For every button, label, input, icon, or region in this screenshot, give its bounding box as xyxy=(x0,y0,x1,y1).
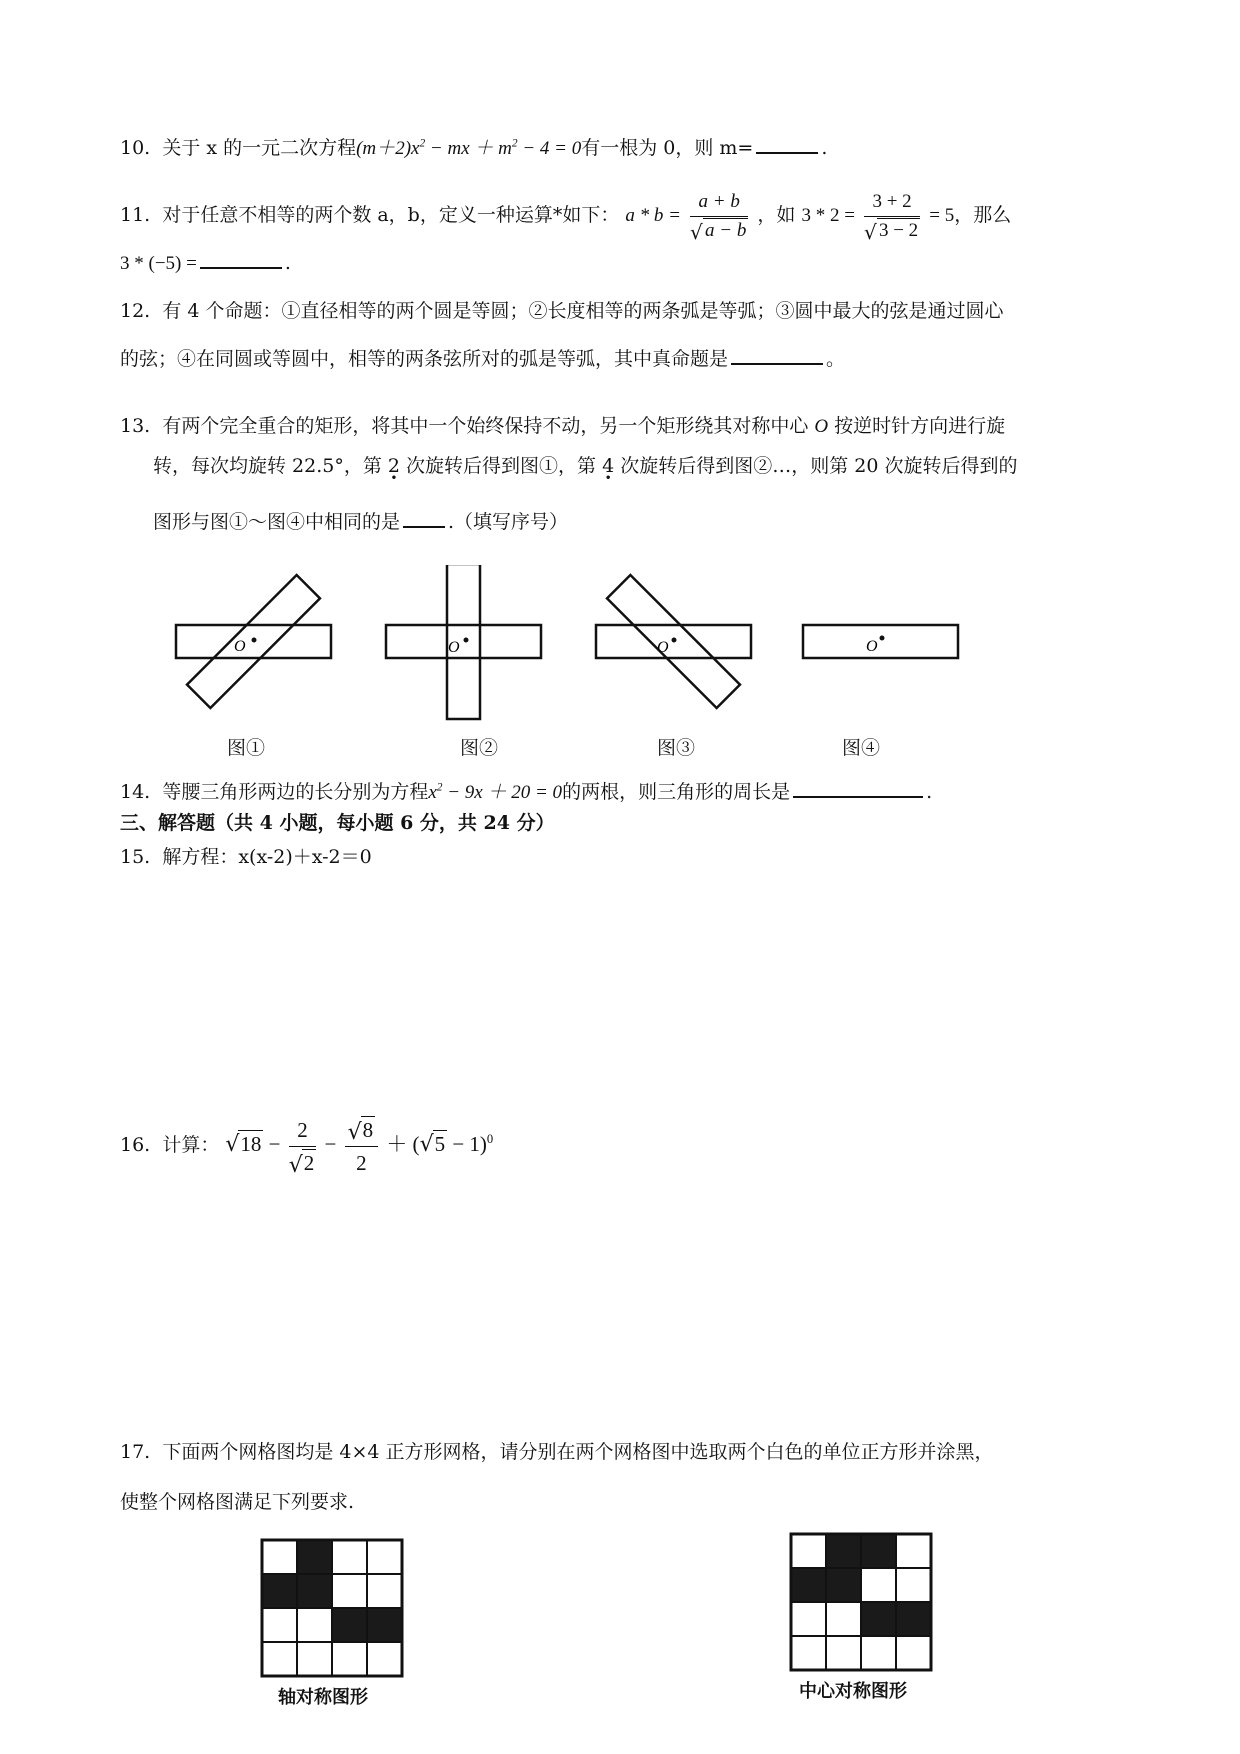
question-text: 计算： xyxy=(162,1134,220,1156)
question-12-line2 xyxy=(120,344,845,371)
grid-cell-white[interactable] xyxy=(826,1602,861,1636)
answer-blank[interactable] xyxy=(756,152,818,154)
question-text: 解方程：x(x-2)＋x-2＝0 xyxy=(162,846,372,868)
section-heading: 三、解答题（共 4 小题，每小题 6 分，共 24 分） xyxy=(120,812,555,834)
question-13-line3 xyxy=(153,507,568,534)
question-12-line1 xyxy=(120,296,1003,323)
emphasis-text: 第 4 次 · xyxy=(577,451,639,478)
rotation-figures xyxy=(160,565,980,760)
figure-4-caption: 图④ xyxy=(842,737,881,759)
question-text: 有一根为 0，则 m= xyxy=(581,137,754,159)
grid-cell-white[interactable] xyxy=(861,1636,896,1670)
question-text: .（填写序号） xyxy=(448,511,569,533)
grid-cell-white[interactable] xyxy=(367,1574,402,1608)
definition-fraction xyxy=(690,190,748,243)
emphasis-text: 第 2 次 · xyxy=(363,451,425,478)
center-point-label: O xyxy=(814,416,829,437)
definition-lhs: a * b = xyxy=(625,205,681,226)
grid-cell-white[interactable] xyxy=(262,1642,297,1676)
grid-cell-black xyxy=(861,1602,896,1636)
grid-cell-white[interactable] xyxy=(896,1636,931,1670)
punctuation: 。 xyxy=(826,348,846,370)
question-text: ，那么 xyxy=(954,204,1012,226)
sqrt-sign: √ a − b xyxy=(690,219,747,244)
question-text: 有两个完全重合的矩形，将其中一个始终保持不动，另一个矩形绕其对称中心 xyxy=(162,415,809,437)
question-text: 下面两个网格图均是 4×4 正方形网格，请分别在两个网格图中选取两个白色的单位正方形并涂黑， xyxy=(162,1441,994,1463)
question-text: 图形与图①～图④中相同的是 xyxy=(153,511,401,533)
grid-axis-symmetric xyxy=(260,1538,404,1683)
figure-4 xyxy=(803,625,958,658)
grid-cell-black xyxy=(861,1534,896,1568)
question-text: 的弦；④在同圆或等圆中，相等的两条弦所对的弧是等弧，其中真命题是 xyxy=(120,348,729,370)
question-text: 按逆时针方向进行旋 xyxy=(834,415,1006,437)
center-label: O xyxy=(234,638,246,655)
question-text: 使整个网格图满足下列要求. xyxy=(120,1491,355,1513)
question-text: 有 4 个命题：①直径相等的两个圆是等圆；②长度相等的两条弧是等弧；③圆中最大的弦是通过圆心 xyxy=(162,300,1004,322)
grid-cell-white[interactable] xyxy=(896,1534,931,1568)
question-13-line2 xyxy=(153,451,1017,478)
sqrt-sign: √ 3 − 2 xyxy=(863,219,919,244)
grid-cell-black xyxy=(262,1574,297,1608)
example-fraction xyxy=(864,190,920,243)
grid-4x4 xyxy=(789,1532,933,1672)
grid-cell-white[interactable] xyxy=(367,1540,402,1574)
grid-cell-white[interactable] xyxy=(826,1636,861,1670)
question-text: 对于任意不相等的两个数 a，b，定义一种运算*如下： xyxy=(162,204,620,226)
punctuation: . xyxy=(284,252,291,274)
grid-cell-black xyxy=(826,1568,861,1602)
figure-3-caption: 图③ xyxy=(657,737,696,759)
question-text: 关于 x 的一元二次方程 xyxy=(162,137,357,159)
question-text: 转，每次均旋转 22.5°， xyxy=(153,455,363,477)
grid-cell-white[interactable] xyxy=(332,1540,367,1574)
grid-cell-white[interactable] xyxy=(896,1568,931,1602)
grid-cell-white[interactable] xyxy=(332,1642,367,1676)
grid-cell-black xyxy=(367,1608,402,1642)
question-10 xyxy=(120,133,827,160)
answer-blank[interactable] xyxy=(793,796,923,798)
grid-cell-white[interactable] xyxy=(791,1636,826,1670)
grid-cell-white[interactable] xyxy=(262,1608,297,1642)
punctuation: . xyxy=(926,781,933,803)
grid-cell-black xyxy=(896,1602,931,1636)
question-11-line2 xyxy=(120,252,291,275)
grid-cell-white[interactable] xyxy=(297,1642,332,1676)
example-lhs: 3 * 2 = xyxy=(801,205,855,226)
grid-cell-black xyxy=(297,1574,332,1608)
answer-blank[interactable] xyxy=(731,363,823,365)
fraction-numerator: a + b xyxy=(690,190,748,217)
question-text: 的两根，则三角形的周长是 xyxy=(562,781,791,803)
fraction-denominator: a − b xyxy=(705,219,747,241)
question-number: 11. xyxy=(120,204,151,226)
question-number: 10. xyxy=(120,137,151,159)
question-text: 旋转后得到图①， xyxy=(425,455,578,477)
grid-cell-white[interactable] xyxy=(297,1608,332,1642)
question-text: 等腰三角形两边的长分别为方程 xyxy=(162,781,429,803)
grid-cell-black xyxy=(791,1568,826,1602)
ask-expression: 3 * (−5) = xyxy=(120,253,197,274)
grid-cell-black xyxy=(826,1534,861,1568)
grid-cell-white[interactable] xyxy=(332,1574,367,1608)
grid-center-symmetric xyxy=(789,1532,933,1677)
grid-cell-black xyxy=(297,1540,332,1574)
grid-caption: 轴对称图形 xyxy=(278,1687,368,1708)
center-label: O xyxy=(448,639,460,656)
figure-3 xyxy=(596,575,751,708)
question-13-line1 xyxy=(120,411,1005,438)
question-16 xyxy=(120,1112,493,1176)
grid-4x4 xyxy=(260,1538,404,1678)
answer-blank[interactable] xyxy=(200,267,282,269)
fraction-denominator: 3 − 2 xyxy=(878,219,919,241)
question-15 xyxy=(120,842,372,869)
question-11 xyxy=(120,185,1011,245)
figure-1-caption: 图① xyxy=(227,737,266,759)
question-17-line1 xyxy=(120,1437,994,1464)
punctuation: . xyxy=(821,137,828,159)
question-number: 13. xyxy=(120,415,151,437)
grid-caption: 中心对称图形 xyxy=(799,1681,907,1702)
grid-cell-white[interactable] xyxy=(367,1642,402,1676)
grid-cell-black xyxy=(332,1608,367,1642)
question-number: 16. xyxy=(120,1134,151,1156)
question-number: 17. xyxy=(120,1441,151,1463)
center-label: O xyxy=(657,639,669,656)
question-text: ，如 xyxy=(757,204,796,226)
expression: √ 18 − 2 √ 2 − √ 8 2 ＋ ( √ 5 − 1)$^0$ xyxy=(225,1117,494,1178)
grid-cell-white[interactable] xyxy=(861,1568,896,1602)
question-17-line2 xyxy=(120,1487,354,1514)
figure-2-caption: 图② xyxy=(460,737,499,759)
question-number: 14. xyxy=(120,781,151,803)
question-14 xyxy=(120,777,932,804)
question-number: 12. xyxy=(120,300,151,322)
figure-2 xyxy=(386,565,541,719)
center-label: O xyxy=(866,638,878,655)
answer-blank[interactable] xyxy=(403,526,445,528)
question-text: 旋转后得到图②…，则第 20 次旋转后得到的 xyxy=(639,455,1018,477)
equation: $x^2 - 9x + 20 = 0$ xyxy=(428,781,563,803)
figure-1 xyxy=(176,575,331,708)
grid-cell-white[interactable] xyxy=(262,1540,297,1574)
grid-cell-white[interactable] xyxy=(791,1534,826,1568)
equation: $(m+2)x^2$ − mx ＋ $m^2 - 4 = 0$ xyxy=(356,137,582,159)
example-result: = 5 xyxy=(929,205,955,226)
grid-cell-white[interactable] xyxy=(791,1602,826,1636)
question-number: 15. xyxy=(120,846,151,868)
fraction-numerator: 3 + 2 xyxy=(864,190,920,217)
